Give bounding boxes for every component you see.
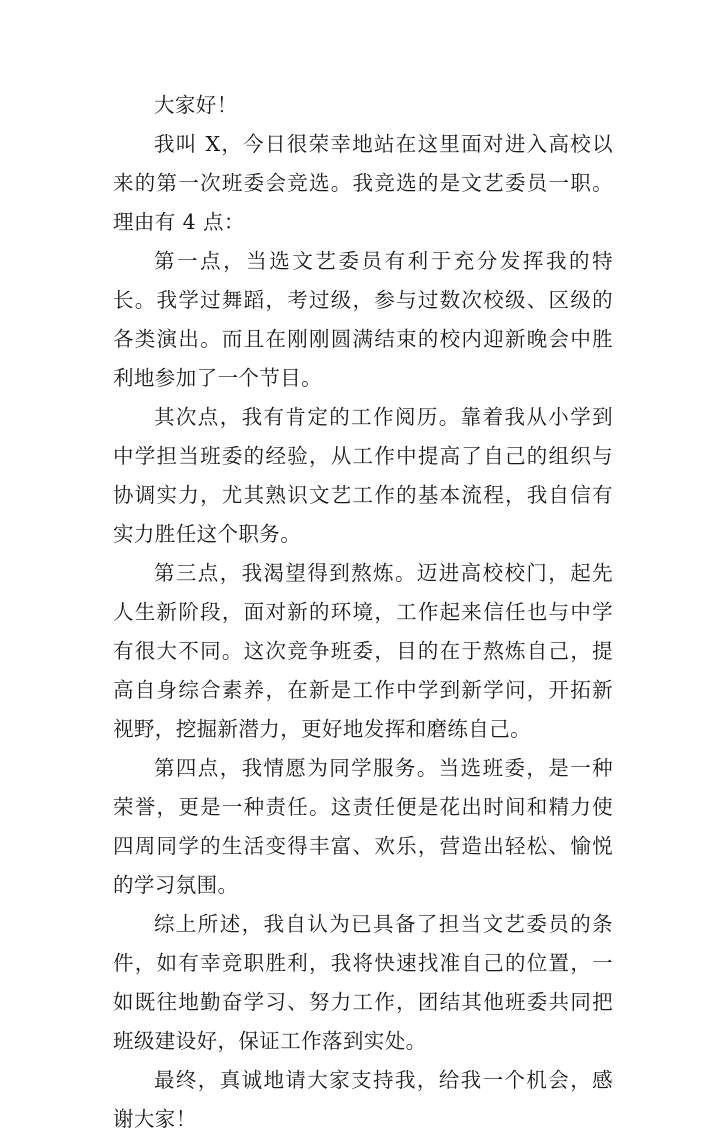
speech-body bbox=[113, 86, 613, 1139]
greeting-paragraph: 大家好！ bbox=[154, 93, 238, 117]
second-reason-paragraph: 其次点，我有肯定的工作阅历。靠着我从小学到中学担当班委的经验，从工作中提高了自己的组织与协调实力，尤其熟识文艺工作的基本流程，我自信有实力胜任这个职务。 bbox=[113, 405, 613, 546]
first-reason-paragraph: 第一点，当选文艺委员有利于充分发挥我的特长。我学过舞蹈，考过级，参与过数次校级、区级的各类演出。而且在刚刚圆满结束的校内迎新晚会中胜利地参加了一个节目。 bbox=[113, 249, 613, 390]
third-reason-paragraph: 第三点，我渴望得到熬炼。迈进高校校门，起先人生新阶段，面对新的环境，工作起来信任也与中学有很大不同。这次竞争班委，目的在于熬炼自己，提高自身综合素养，在新是工作中学到新学问，开拓新视野，挖掘新潜力，更好地发挥和磨练自己。 bbox=[113, 561, 613, 741]
summary-paragraph: 综上所述，我自认为已具备了担当文艺委员的条件，如有幸竞职胜利，我将快速找准自己的位置，一如既往地勤奋学习、努力工作，团结其他班委共同把班级建设好，保证工作落到实处。 bbox=[113, 912, 613, 1053]
intro-paragraph: 我叫 X，今日很荣幸地站在这里面对进入高校以来的第一次班委会竞选。我竞选的是文艺委员一职。理由有 4 点： bbox=[113, 132, 613, 234]
fourth-reason-paragraph: 第四点，我情愿为同学服务。当选班委，是一种荣誉，更是一种责任。这责任便是花出时间和精力使四周同学的生活变得丰富、欢乐，营造出轻松、愉悦的学习氛围。 bbox=[113, 756, 613, 897]
closing-paragraph: 最终，真诚地请大家支持我，给我一个机会，感谢大家！ bbox=[113, 1068, 613, 1131]
